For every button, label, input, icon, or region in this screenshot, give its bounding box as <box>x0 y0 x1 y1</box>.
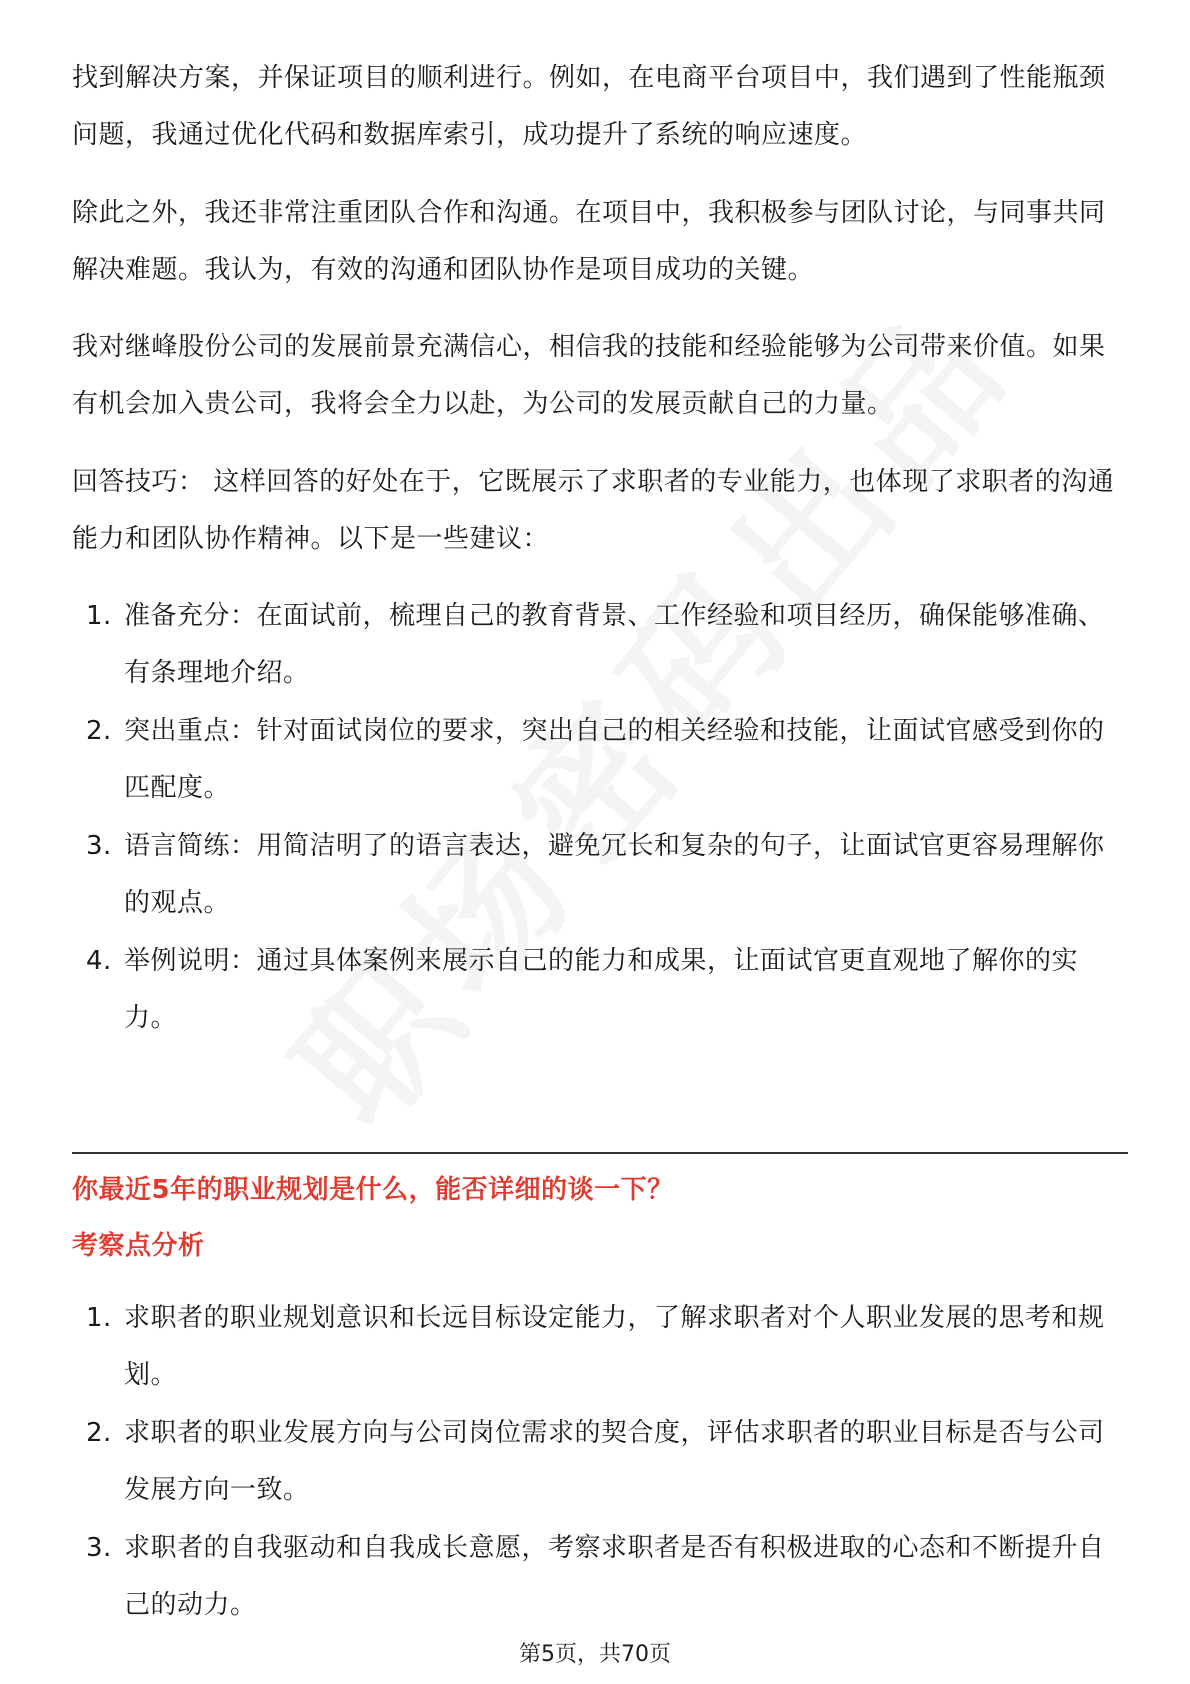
list-item-text: 举例说明：通过具体案例来展示自己的能力和成果，让面试官更直观地了解你的实力。 <box>124 946 1079 1033</box>
analysis-list <box>72 1290 1128 1635</box>
question-heading: 你最近5年的职业规划是什么，能否详细的谈一下？ <box>72 1175 674 1205</box>
paragraph-project-example: 找到解决方案，并保证项目的顺利进行。例如，在电商平台项目中，我们遇到了性能瓶颈问题，我通过优化代码和数据库索引，成功提升了系统的响应速度。 <box>72 63 1106 150</box>
list-item-text: 求职者的自我驱动和自我成长意愿，考察求职者是否有积极进取的心态和不断提升自己的动力。 <box>124 1533 1105 1620</box>
list-item <box>72 1520 1128 1634</box>
section-divider <box>72 1152 1128 1154</box>
list-item <box>72 933 1128 1047</box>
list-item <box>72 703 1128 817</box>
page-footer: 第5页，共70页 <box>519 1642 671 1667</box>
analysis-heading: 考察点分析 <box>72 1231 205 1261</box>
list-item-number: 3. <box>86 831 112 861</box>
list-item-text: 语言简练：用简洁明了的语言表达，避免冗长和复杂的句子，让面试官更容易理解你的观点。 <box>124 831 1105 918</box>
list-item-number: 4. <box>86 946 112 976</box>
list-item-text: 准备充分：在面试前，梳理自己的教育背景、工作经验和项目经历，确保能够准确、有条理地介绍。 <box>124 601 1105 688</box>
list-item <box>72 818 1128 932</box>
list-item <box>72 1290 1128 1404</box>
list-item-number: 3. <box>86 1533 112 1563</box>
paragraph-teamwork: 除此之外，我还非常注重团队合作和沟通。在项目中，我积极参与团队讨论，与同事共同解决难题。我认为，有效的沟通和团队协作是项目成功的关键。 <box>72 198 1106 285</box>
list-item-number: 1. <box>86 601 112 631</box>
list-item <box>72 588 1128 702</box>
paragraph-answer-tips: 回答技巧： 这样回答的好处在于，它既展示了求职者的专业能力，也体现了求职者的沟通能力和团队协作精神。以下是一些建议： <box>72 467 1115 554</box>
list-item-number: 1. <box>86 1303 112 1333</box>
list-item-text: 突出重点：针对面试岗位的要求，突出自己的相关经验和技能，让面试官感受到你的匹配度。 <box>124 716 1105 803</box>
paragraph-company-confidence: 我对继峰股份公司的发展前景充满信心，相信我的技能和经验能够为公司带来价值。如果有机会加入贵公司，我将会全力以赴，为公司的发展贡献自己的力量。 <box>72 332 1106 419</box>
list-item <box>72 1405 1128 1519</box>
list-item-text: 求职者的职业规划意识和长远目标设定能力，了解求职者对个人职业发展的思考和规划。 <box>124 1303 1105 1390</box>
list-item-text: 求职者的职业发展方向与公司岗位需求的契合度，评估求职者的职业目标是否与公司发展方向一致。 <box>124 1418 1105 1505</box>
tips-list <box>72 588 1128 1048</box>
list-item-number: 2. <box>86 716 112 746</box>
list-item-number: 2. <box>86 1418 112 1448</box>
